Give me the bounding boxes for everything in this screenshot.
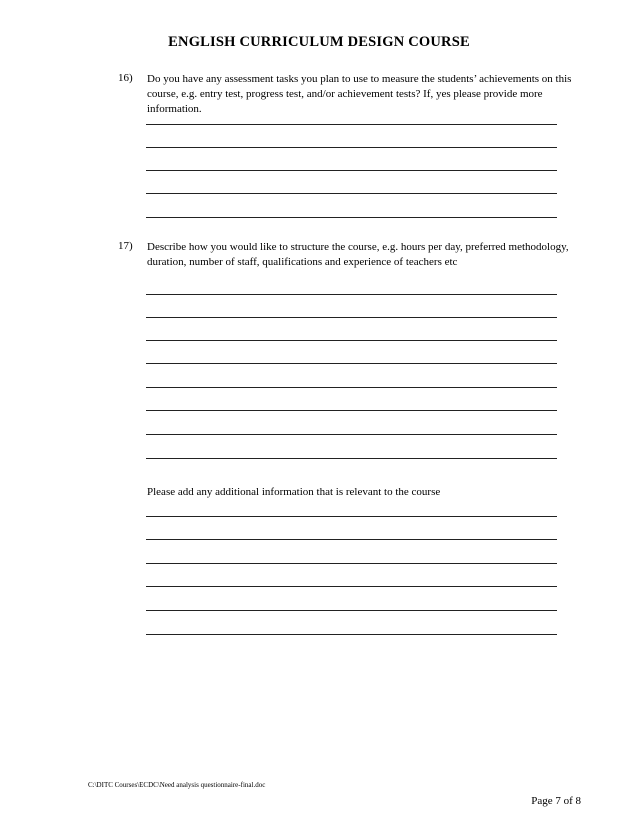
answer-line[interactable] — [146, 217, 557, 218]
additional-info-prompt: Please add any additional information that is relevant to the course — [147, 486, 441, 498]
answer-line[interactable] — [146, 147, 557, 148]
answer-line[interactable] — [146, 634, 557, 635]
answer-line[interactable] — [146, 410, 557, 411]
question-17-number: 17) — [118, 240, 133, 252]
answer-line[interactable] — [146, 363, 557, 364]
question-17-text: Describe how you would like to structure the course, e.g. hours per day, preferred methodology, duration, number of staff, qualifications and experience of teachers etc — [147, 241, 569, 268]
answer-line[interactable] — [146, 586, 557, 587]
answer-line[interactable] — [146, 317, 557, 318]
footer-file-path: C:\DITC Courses\ECDC\Need analysis questionnaire-final.doc — [88, 781, 266, 789]
answer-line[interactable] — [146, 610, 557, 611]
answer-line[interactable] — [146, 170, 557, 171]
answer-line[interactable] — [146, 124, 557, 125]
answer-line[interactable] — [146, 539, 557, 540]
answer-line[interactable] — [146, 387, 557, 388]
question-16-text: Do you have any assessment tasks you plan to use to measure the students’ achievements on this course, e.g. entry test, progress test, and/or achievement tests? If, yes please provide more information. — [147, 73, 572, 115]
answer-line[interactable] — [146, 458, 557, 459]
answer-line[interactable] — [146, 294, 557, 295]
document-title: ENGLISH CURRICULUM DESIGN COURSE — [168, 34, 470, 50]
answer-line[interactable] — [146, 340, 557, 341]
answer-line[interactable] — [146, 516, 557, 517]
answer-line[interactable] — [146, 434, 557, 435]
answer-line[interactable] — [146, 563, 557, 564]
answer-line[interactable] — [146, 193, 557, 194]
question-16-number: 16) — [118, 72, 133, 84]
page-number: Page 7 of 8 — [531, 795, 581, 807]
